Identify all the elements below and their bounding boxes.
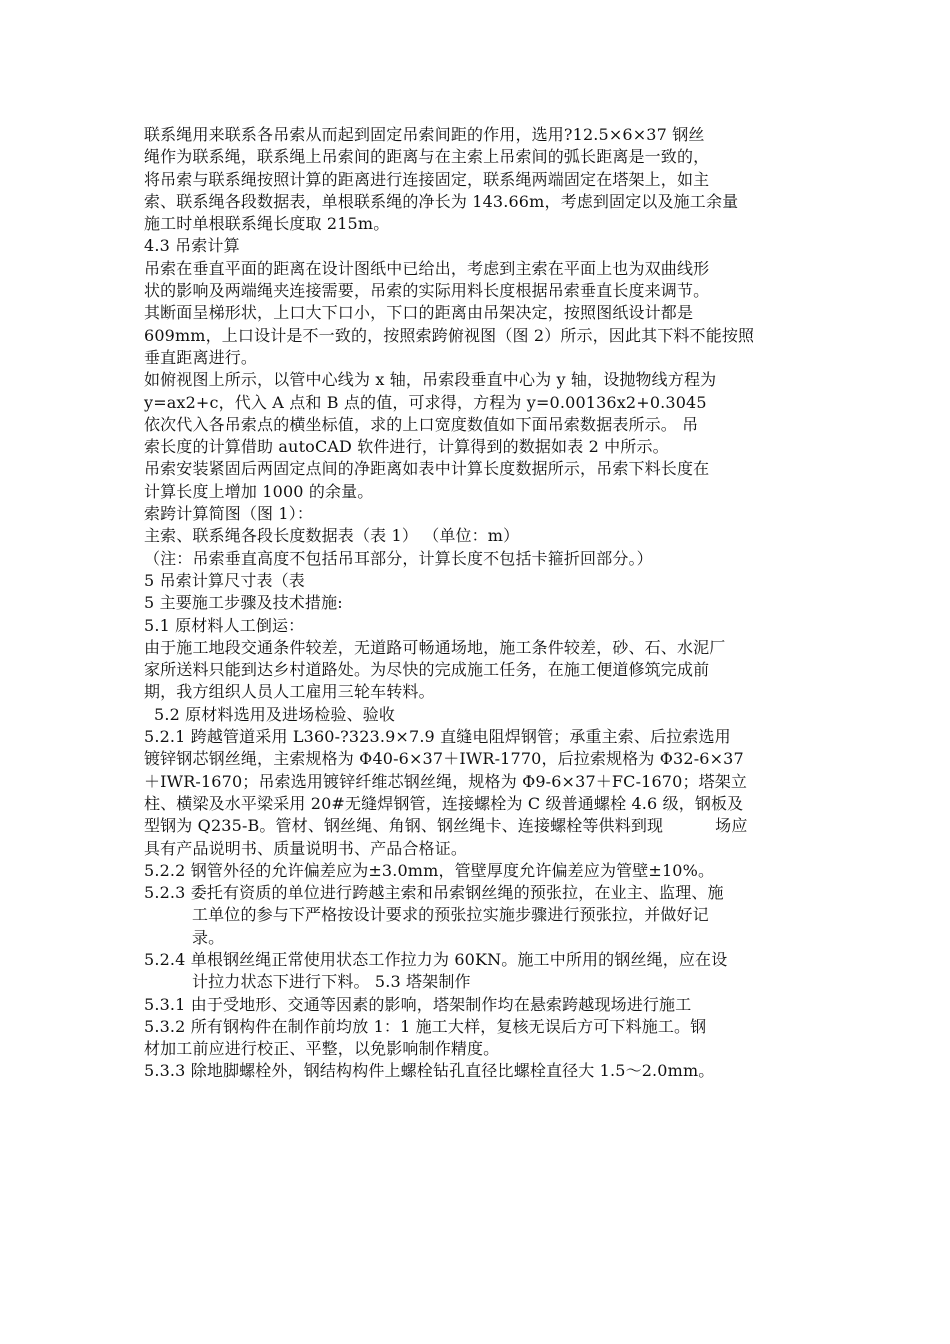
text-line-content: 5.2.3 委托有资质的单位进行跨越主索和吊索钢丝绳的预张拉，在业主、监理、施	[144, 883, 724, 903]
text-line	[144, 325, 814, 347]
text-line-tail: 场应	[715, 816, 748, 836]
text-line-content: 5.3.3 除地脚螺栓外，钢结构构件上螺栓钻孔直径比螺栓直径大 1.5～2.0mm。	[144, 1061, 715, 1081]
text-line	[144, 436, 814, 458]
text-line	[144, 681, 814, 703]
text-line	[144, 1060, 814, 1082]
text-line-content: 609mm，上口设计是不一致的，按照索跨俯视图（图 2）所示，因此其下料不能按照	[144, 325, 755, 345]
text-line-content: 5.2 原材料选用及进场检验、验收	[154, 704, 396, 724]
text-line-content: 索跨计算简图（图 1）：	[144, 504, 314, 524]
text-line-content: 5.1 原材料人工倒运：	[144, 615, 305, 635]
text-line	[144, 392, 814, 414]
text-line	[144, 280, 814, 302]
text-line-content: 材加工前应进行校正、平整，以免影响制作精度。	[144, 1039, 500, 1059]
text-line	[144, 347, 814, 369]
text-line	[144, 838, 814, 860]
text-line	[144, 949, 814, 971]
text-line	[144, 548, 814, 570]
text-line	[144, 369, 814, 391]
text-line-content: 计算长度上增加 1000 的余量。	[144, 481, 374, 501]
text-line	[144, 882, 814, 904]
text-line	[144, 659, 814, 681]
text-line-content: 镀锌钢芯钢丝绳，主索规格为 Φ40-6×37＋IWR-1770，后拉索规格为 Φ32-6×37	[144, 749, 744, 769]
text-line-content: 5.2.2 钢管外径的允许偏差应为±3.0mm，管壁厚度允许偏差应为管壁±10%。	[144, 860, 715, 880]
text-line	[144, 748, 814, 770]
text-line-content: 5.2.1 跨越管道采用 L360-?323.9×7.9 直缝电阻焊钢管；承重主索、后拉索选用	[144, 727, 731, 747]
text-line-content: 具有产品说明书、质量说明书、产品合格证。	[144, 838, 468, 858]
text-line-content: 吊索在垂直平面的距离在设计图纸中已给出，考虑到主索在平面上也为双曲线形	[144, 258, 710, 278]
text-line-content: 由于施工地段交通条件较差，无道路可畅通场地，施工条件较差，砂、石、水泥厂	[144, 637, 726, 657]
text-line-content: 计拉力状态下进行下料。 5.3 塔架制作	[192, 972, 471, 992]
text-line	[144, 704, 814, 726]
text-line	[144, 860, 814, 882]
text-line-content: 工单位的参与下严格按设计要求的预张拉实施步骤进行预张拉，并做好记	[192, 905, 709, 925]
text-line-content: 联系绳用来联系各吊索从而起到固定吊索间距的作用，选用?12.5×6×37 钢丝	[144, 125, 705, 144]
text-line	[144, 146, 814, 168]
text-line-content: 其断面呈梯形状，上口大下口小，下口的距离由吊架决定，按照图纸设计都是	[144, 303, 694, 323]
text-line	[144, 258, 814, 280]
text-line-content: 5.2.4 单根钢丝绳正常使用状态工作拉力为 60KN。施工中所用的钢丝绳，应在设	[144, 949, 728, 969]
text-line	[144, 971, 814, 993]
text-line	[144, 904, 814, 926]
text-line	[144, 592, 814, 614]
text-line	[144, 615, 814, 637]
text-line-content: 依次代入各吊索点的横坐标值，求的上口宽度数值如下面吊索数据表所示。 吊	[144, 414, 699, 434]
document-body	[144, 124, 814, 1083]
text-line-content: 5 吊索计算尺寸表（表	[144, 570, 305, 590]
text-line-content: 主索、联系绳各段长度数据表（表 1） （单位：m）	[144, 526, 520, 546]
text-line	[144, 414, 814, 436]
text-line	[144, 637, 814, 659]
text-line	[144, 124, 814, 146]
text-line	[144, 302, 814, 324]
text-line	[144, 1016, 814, 1038]
text-line	[144, 169, 814, 191]
text-line	[144, 458, 814, 480]
text-line-content: 如俯视图上所示，以管中心线为 x 轴，吊索段垂直中心为 y 轴，设抛物线方程为	[144, 370, 717, 390]
text-line	[144, 793, 814, 815]
text-line	[144, 726, 814, 748]
text-line-content: 吊索安装紧固后两固定点间的净距离如表中计算长度数据所示，吊索下料长度在	[144, 459, 710, 479]
text-line-content: （注：吊索垂直高度不包括吊耳部分，计算长度不包括卡箍折回部分。）	[144, 548, 653, 568]
text-line-content: 柱、横梁及水平梁采用 20#无缝焊钢管，连接螺栓为 C 级普通螺栓 4.6 级，钢板及	[144, 793, 744, 813]
text-line-content: 录。	[192, 927, 225, 947]
text-line	[144, 1038, 814, 1060]
text-line-content: 期，我方组织人员人工雇用三轮车转料。	[144, 682, 435, 702]
text-line-content: 索、联系绳各段数据表，单根联系绳的净长为 143.66m，考虑到固定以及施工余量	[144, 191, 739, 211]
text-line-content: y=ax2+c，代入 A 点和 B 点的值，可求得，方程为 y=0.00136x2+0.3045	[144, 392, 707, 412]
text-line	[144, 235, 814, 257]
text-line	[144, 994, 814, 1016]
text-line-content: 垂直距离进行。	[144, 347, 258, 367]
text-line	[144, 481, 814, 503]
text-line-content: 5 主要施工步骤及技术措施:	[144, 593, 343, 613]
text-line-content: 型钢为 Q235-B。管材、钢丝绳、角钢、钢丝绳卡、连接螺栓等供料到现	[144, 816, 664, 836]
text-line-content: 施工时单根联系绳长度取 215m。	[144, 214, 390, 234]
text-line-content: 5.3.1 由于受地形、交通等因素的影响，塔架制作均在悬索跨越现场进行施工	[144, 994, 692, 1014]
text-line	[144, 815, 814, 837]
text-line	[144, 570, 814, 592]
text-line	[144, 525, 814, 547]
text-line-content: 索长度的计算借助 autoCAD 软件进行，计算得到的数据如表 2 中所示。	[144, 437, 669, 457]
text-line-content: 家所送料只能到达乡村道路处。为尽快的完成施工任务，在施工便道修筑完成前	[144, 660, 710, 680]
text-line-content: 绳作为联系绳，联系绳上吊索间的距离与在主索上吊索间的弧长距离是一致的，	[144, 147, 710, 167]
text-line-content: 4.3 吊索计算	[144, 236, 240, 256]
text-line	[144, 503, 814, 525]
text-line	[144, 213, 814, 235]
text-line-content: 5.3.2 所有钢构件在制作前均放 1：1 施工大样，复核无误后方可下料施工。钢	[144, 1016, 707, 1036]
text-line	[144, 771, 814, 793]
text-line-content: ＋IWR-1670；吊索选用镀锌纤维芯钢丝绳，规格为 Φ9-6×37＋FC-1670；塔架立	[144, 771, 748, 791]
text-line-content: 将吊索与联系绳按照计算的距离进行连接固定，联系绳两端固定在塔架上，如主	[144, 169, 710, 189]
text-line	[144, 927, 814, 949]
text-line-content: 状的影响及两端绳夹连接需要，吊索的实际用料长度根据吊索垂直长度来调节。	[144, 281, 710, 301]
text-line	[144, 191, 814, 213]
